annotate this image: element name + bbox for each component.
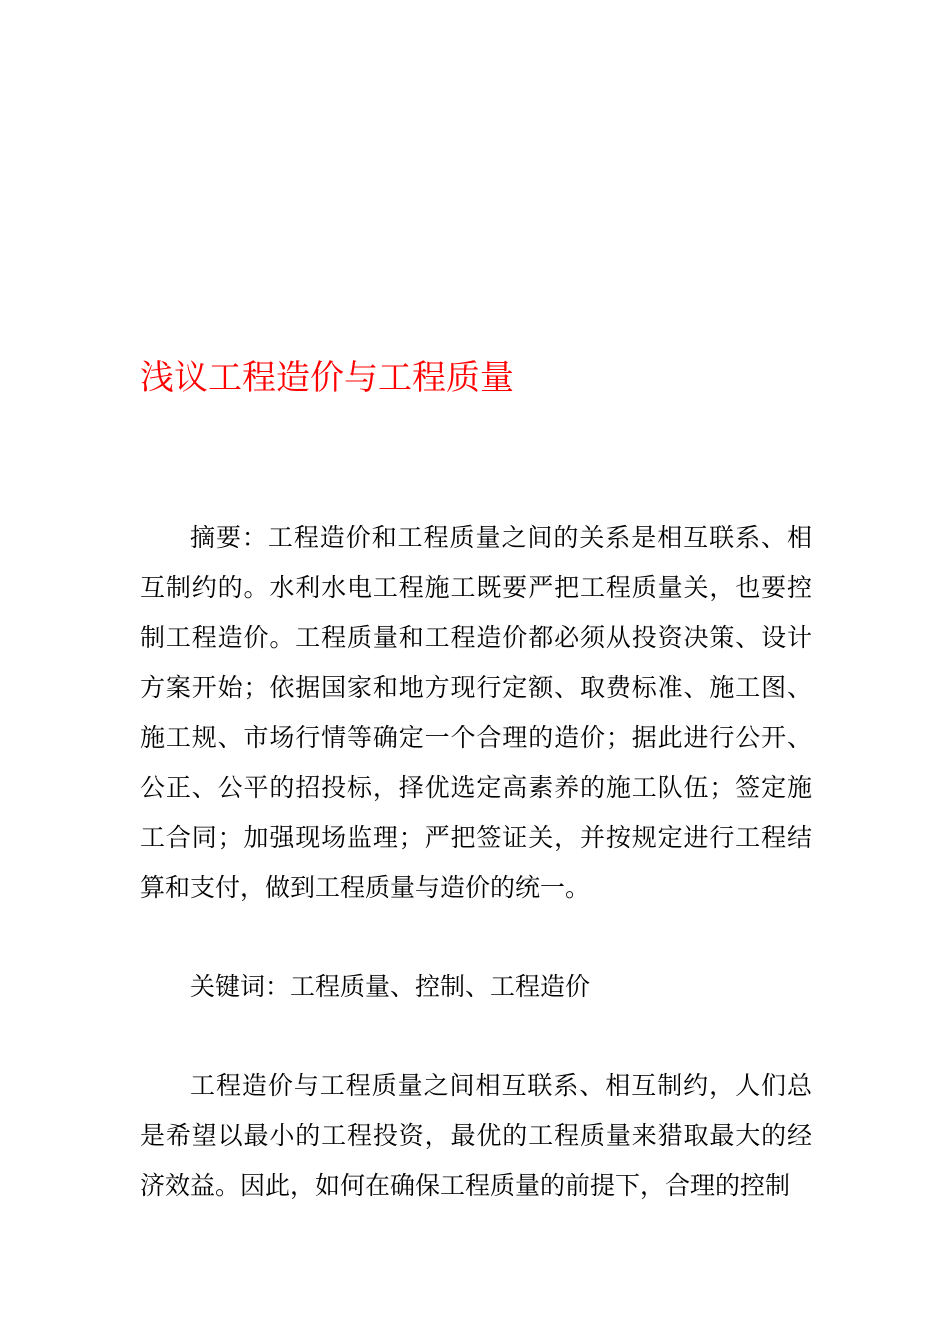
abstract-paragraph: 摘要：工程造价和工程质量之间的关系是相互联系、相互制约的。水利水电工程施工既要严把工程质量关，也要控制工程造价。工程质量和工程造价都必须从投资决策、设计方案开始；依据国家和地方现行定额、取费标准、施工图、施工规、市场行情等确定一个合理的造价；据此进行公开、公正、公平的招投标，择优选定高素养的施工队伍；签定施工合同；加强现场监理；严把签证关，并按规定进行工程结算和支付，做到工程质量与造价的统一。 xyxy=(140,523,812,902)
keywords-line: 关键词：工程质量、控制、工程造价 xyxy=(190,972,591,1001)
body-paragraph: 工程造价与工程质量之间相互联系、相互制约，人们总是希望以最小的工程投资，最优的工程质量来猎取最大的经济效益。因此，如何在确保工程质量的前提下，合理的控制 xyxy=(140,1071,812,1200)
document-title: 浅议工程造价与工程质量 xyxy=(140,358,514,398)
